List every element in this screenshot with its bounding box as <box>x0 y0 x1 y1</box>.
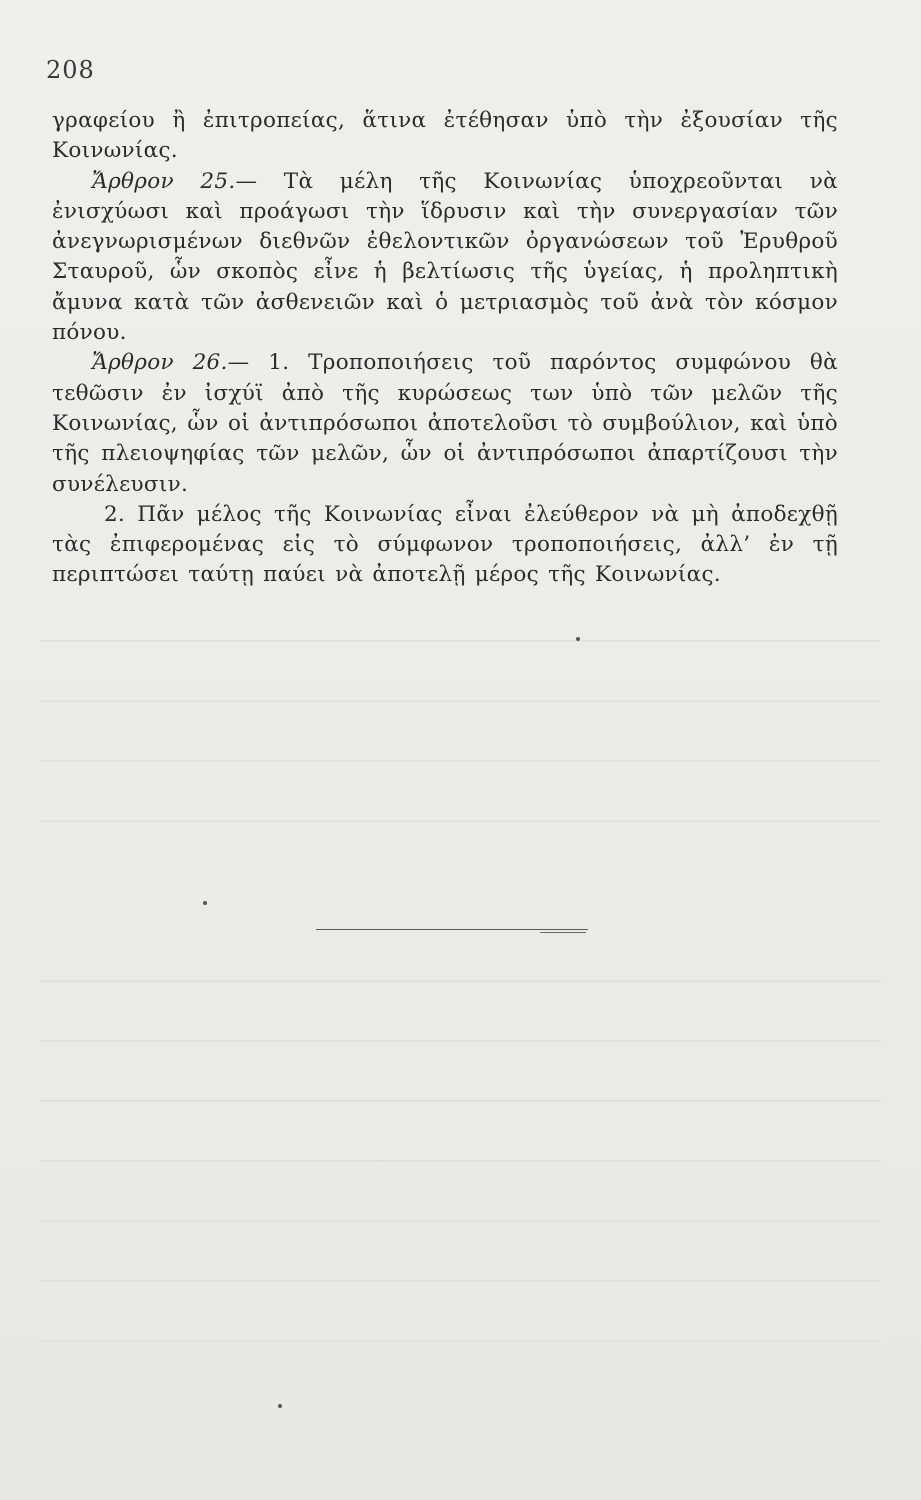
article-25-text: — Τὰ μέλη τῆς Κοινωνίας ὑποχρεοῦνται νὰ ἐνισχύωσι καὶ προάγωσι τὴν ἵδρυσιν καὶ τὴν συνεργασίαν τῶν ἀνεγνωρισμένων διεθνῶν ἐθελοντικῶν ὀργανώσεων τοῦ Ἐρυθροῦ Σταυροῦ, ὧν σκοπὸς εἶνε ἡ βελτίωσις τῆς ὑγείας, ἡ προληπτικὴ ἄμυνα κατὰ τῶν ἀσθενειῶν καὶ ὁ μετριασμὸς τοῦ ἀνὰ τὸν κόσμον πόνου. <box>52 168 838 346</box>
article-26 <box>52 348 838 499</box>
bleed-through-line <box>40 640 881 642</box>
article-25-heading: Ἄρθρον 25. <box>92 168 236 194</box>
ink-speck <box>278 1404 282 1408</box>
bleed-through-line <box>40 820 881 822</box>
section-end-rule-tail <box>540 932 586 933</box>
article-26-paragraph-2: 2. Πᾶν μέλος τῆς Κοινωνίας εἶναι ἐλεύθερον νὰ μὴ ἀποδεχθῇ τὰς ἐπιφερομένας εἰς τὸ σύμφωνον τροποποιήσεις, ἀλλ’ ἐν τῇ περιπτώσει ταύτῃ παύει νὰ ἀποτελῇ μέρος τῆς Κοινωνίας. <box>52 501 838 588</box>
bleed-through-line <box>40 1220 881 1222</box>
bleed-through-line <box>40 760 881 762</box>
paragraph-continuation: γραφείου ἢ ἐπιτροπείας, ἅτινα ἐτέθησαν ὑπὸ τὴν ἐξουσίαν τῆς Κοινωνίας. <box>52 108 838 164</box>
bleed-through-line <box>40 1040 881 1042</box>
bleed-through-line <box>40 1340 881 1342</box>
body-text <box>52 106 838 591</box>
bleed-through-line <box>40 980 881 982</box>
bleed-through-line <box>40 1100 881 1102</box>
bleed-through-line <box>40 1280 881 1282</box>
article-26-text: — 1. Τροποποιήσεις τοῦ παρόντος συμφώνου θὰ τεθῶσιν ἐν ἰσχύϊ ἀπὸ τῆς κυρώσεως των ὑπὸ τῶν μελῶν τῆς Κοινωνίας, ὧν οἱ ἀντιπρόσωποι ἀποτελοῦσι τὸ συμβούλιον, καὶ ὑπὸ τῆς πλειοψηφίας τῶν μελῶν, ὧν οἱ ἀντιπρόσωποι ἀπαρτίζουσι τὴν συνέλευσιν. <box>52 350 838 497</box>
bleed-through-line <box>40 1160 881 1162</box>
article-25 <box>52 167 838 349</box>
ink-speck <box>576 637 580 641</box>
section-end-rule <box>316 929 588 930</box>
ink-speck <box>203 901 207 905</box>
page-number: 208 <box>46 56 95 84</box>
article-26-heading: Ἄρθρον 26. <box>92 350 228 376</box>
bleed-through-line <box>40 700 881 702</box>
